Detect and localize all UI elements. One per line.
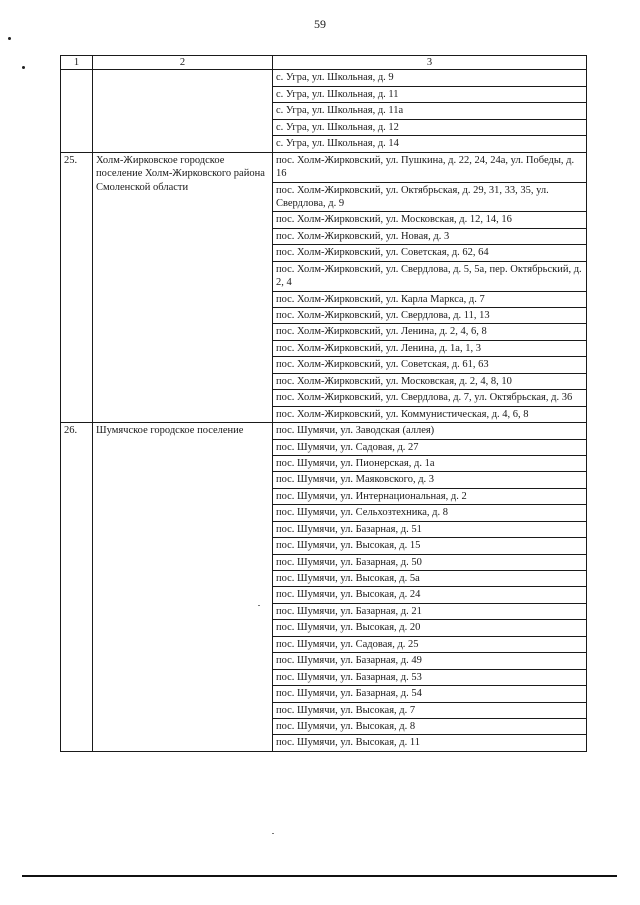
scan-mark xyxy=(8,37,11,40)
row-number: 26. xyxy=(61,423,93,752)
address-cell: пос. Шумячи, ул. Высокая, д. 24 xyxy=(273,587,587,603)
table-body xyxy=(61,70,587,751)
address-cell: пос. Холм-Жирковский, ул. Московская, д. 2, 4, 8, 10 xyxy=(273,373,587,389)
settlement-name: Холм-Жирковское городское поселение Холм-Жирковского района Смоленской области xyxy=(93,152,273,422)
settlement-name xyxy=(93,70,273,152)
address-cell: пос. Холм-Жирковский, ул. Карла Маркса, д. 7 xyxy=(273,291,587,307)
address-cell: пос. Холм-Жирковский, ул. Московская, д. 12, 14, 16 xyxy=(273,212,587,228)
address-cell: с. Угра, ул. Школьная, д. 11а xyxy=(273,103,587,119)
address-cell: пос. Шумячи, ул. Высокая, д. 15 xyxy=(273,538,587,554)
address-cell: пос. Шумячи, ул. Интернациональная, д. 2 xyxy=(273,488,587,504)
address-cell: пос. Шумячи, ул. Заводская (аллея) xyxy=(273,423,587,439)
address-cell: пос. Холм-Жирковский, ул. Пушкина, д. 22, 24, 24а, ул. Победы, д. 16 xyxy=(273,152,587,182)
address-cell: пос. Холм-Жирковский, ул. Октябрьская, д. 29, 31, 33, 35, ул. Свердлова, д. 9 xyxy=(273,182,587,212)
column-header-3: 3 xyxy=(273,56,587,70)
address-cell: пос. Шумячи, ул. Базарная, д. 54 xyxy=(273,686,587,702)
address-cell: пос. Шумячи, ул. Сельхозтехника, д. 8 xyxy=(273,505,587,521)
address-cell: пос. Холм-Жирковский, ул. Советская, д. 61, 63 xyxy=(273,357,587,373)
address-cell: пос. Шумячи, ул. Пионерская, д. 1а xyxy=(273,455,587,471)
address-cell: пос. Шумячи, ул. Высокая, д. 11 xyxy=(273,735,587,751)
table-row xyxy=(61,423,587,439)
address-cell: с. Угра, ул. Школьная, д. 14 xyxy=(273,136,587,152)
column-header-1: 1 xyxy=(61,56,93,70)
address-cell: пос. Холм-Жирковский, ул. Ленина, д. 1а, 1, 3 xyxy=(273,340,587,356)
scan-speck xyxy=(258,605,260,606)
address-cell: пос. Шумячи, ул. Маяковского, д. 3 xyxy=(273,472,587,488)
column-header-2: 2 xyxy=(93,56,273,70)
address-cell: пос. Шумячи, ул. Базарная, д. 50 xyxy=(273,554,587,570)
address-cell: пос. Холм-Жирковский, ул. Ленина, д. 2, 4, 6, 8 xyxy=(273,324,587,340)
address-cell: пос. Холм-Жирковский, ул. Советская, д. 62, 64 xyxy=(273,245,587,261)
table-row xyxy=(61,70,587,86)
row-number xyxy=(61,70,93,152)
address-cell: с. Угра, ул. Школьная, д. 9 xyxy=(273,70,587,86)
address-cell: пос. Холм-Жирковский, ул. Свердлова, д. 7, ул. Октябрьская, д. 36 xyxy=(273,390,587,406)
address-cell: пос. Холм-Жирковский, ул. Свердлова, д. 5, 5а, пер. Октябрьский, д. 2, 4 xyxy=(273,261,587,291)
settlement-name: Шумячское городское поселение xyxy=(93,423,273,752)
page-number: 59 xyxy=(314,17,326,31)
address-cell: пос. Шумячи, ул. Базарная, д. 49 xyxy=(273,653,587,669)
address-cell: пос. Шумячи, ул. Базарная, д. 51 xyxy=(273,521,587,537)
address-cell: пос. Холм-Жирковский, ул. Свердлова, д. 11, 13 xyxy=(273,308,587,324)
address-cell: пос. Шумячи, ул. Высокая, д. 5а xyxy=(273,571,587,587)
scan-mark xyxy=(22,66,25,69)
address-cell: пос. Шумячи, ул. Высокая, д. 7 xyxy=(273,702,587,718)
bottom-rule xyxy=(22,875,617,877)
address-cell: пос. Шумячи, ул. Высокая, д. 8 xyxy=(273,718,587,734)
address-table xyxy=(60,55,587,752)
address-cell: пос. Шумячи, ул. Высокая, д. 20 xyxy=(273,620,587,636)
row-number: 25. xyxy=(61,152,93,422)
address-cell: пос. Холм-Жирковский, ул. Новая, д. 3 xyxy=(273,228,587,244)
address-cell: с. Угра, ул. Школьная, д. 12 xyxy=(273,119,587,135)
scan-speck xyxy=(272,833,274,834)
address-cell: пос. Шумячи, ул. Базарная, д. 53 xyxy=(273,669,587,685)
address-cell: пос. Холм-Жирковский, ул. Коммунистическая, д. 4, 6, 8 xyxy=(273,406,587,422)
header-row xyxy=(61,56,587,70)
address-cell: пос. Шумячи, ул. Садовая, д. 27 xyxy=(273,439,587,455)
address-cell: пос. Шумячи, ул. Садовая, д. 25 xyxy=(273,636,587,652)
address-cell: с. Угра, ул. Школьная, д. 11 xyxy=(273,86,587,102)
address-cell: пос. Шумячи, ул. Базарная, д. 21 xyxy=(273,603,587,619)
table-row xyxy=(61,152,587,182)
